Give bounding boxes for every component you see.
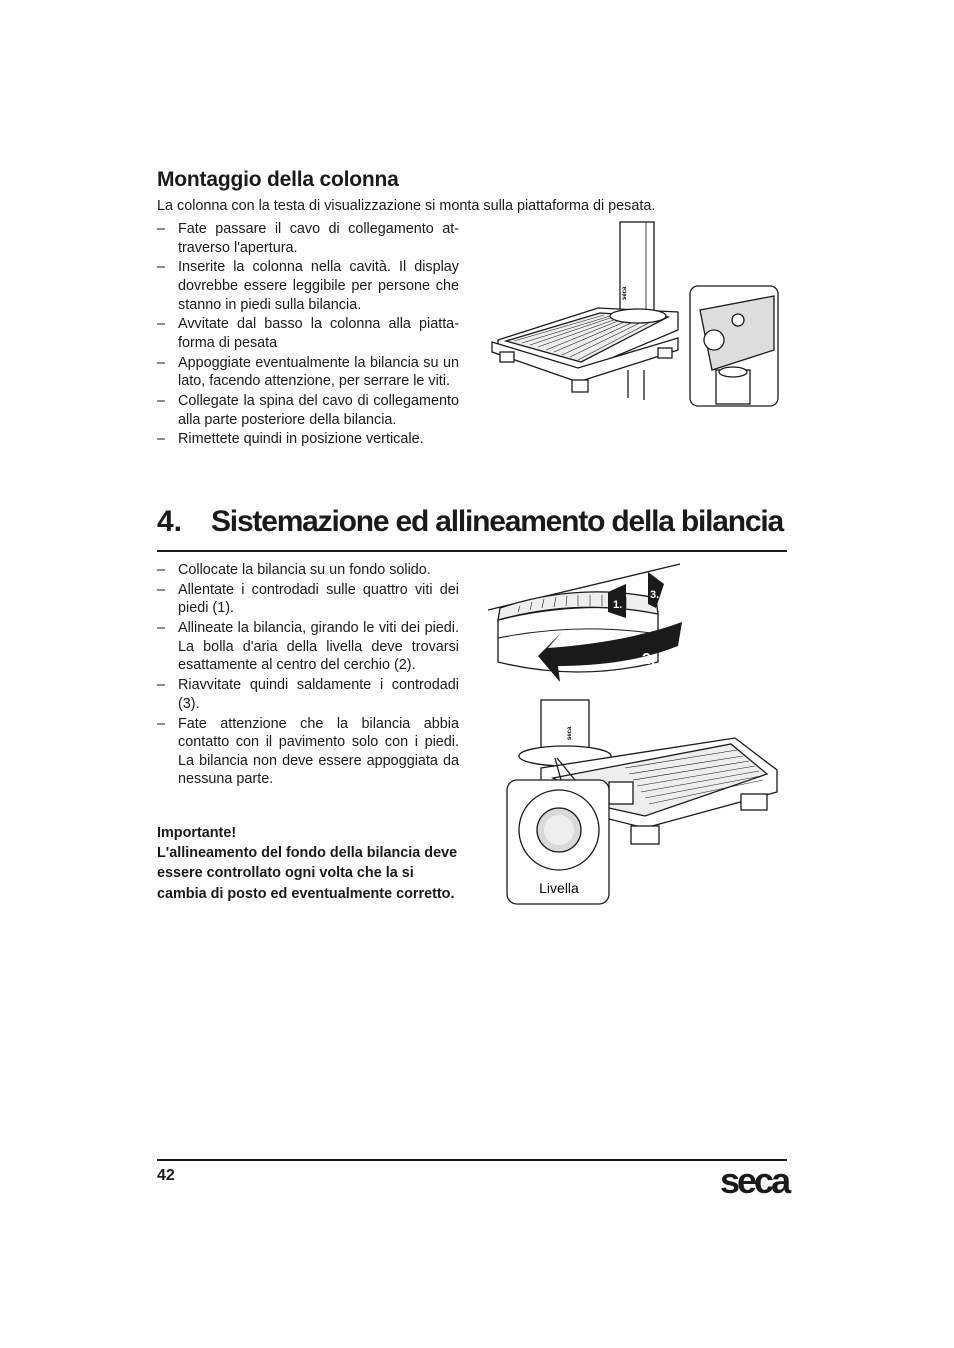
chapter-title: Sistemazione ed allineamento della bilancia [211, 505, 783, 538]
list-item: – Allineate la bilancia, girando le viti dei piedi. La bolla d'aria della livella deve trovarsi esattamente al centro del cerchio (2). [157, 619, 459, 675]
assembly-steps-list [157, 220, 459, 450]
page-number: 42 [157, 1167, 175, 1184]
list-item: – Rimettete quindi in posizione verticale. [157, 430, 459, 449]
list-item: – Riavvitate quindi saldamente i controdadi (3). [157, 676, 459, 713]
list-item: – Appoggiate eventualmente la bilancia su un lato, facendo attenzione, per serrare le viti. [157, 354, 459, 391]
list-item: – Allentate i controdadi sulle quattro viti dei piedi (1). [157, 581, 459, 618]
important-text: L'allineamento del fondo della bilancia deve essere controllato ogni volta che la si cambia di posto ed eventualmente corretto. [157, 845, 458, 902]
section-intro: La colonna con la testa di visualizzazione si monta sulla piattaforma di pesata. [157, 198, 656, 214]
chapter-number: 4. [157, 505, 183, 538]
list-item: – Fate passare il cavo di collegamento attraverso l'apertura. [157, 220, 459, 257]
column-brand: seca [567, 726, 573, 740]
list-item: – Fate attenzione che la bilancia abbia contatto con il pavimento solo con i piedi. La bilancia non deve essere appoggiata da nessuna parte. [157, 715, 459, 789]
list-item: – Inserite la colonna nella cavità. Il display dovrebbe essere leggibile per persone che stanno in piedi sulla bilancia. [157, 258, 459, 314]
foot-adjustment-illustration [488, 562, 684, 692]
step-3-label: 3. [650, 589, 660, 601]
step-1-label: 1. [613, 599, 623, 611]
seca-logo: seca [720, 1160, 789, 1201]
list-item: – Collocate la bilancia su un fondo solido. [157, 561, 459, 580]
chapter-heading [157, 505, 787, 552]
important-title: Importante! [157, 825, 237, 841]
footer-rule [157, 1159, 787, 1161]
important-note [157, 823, 459, 904]
spirit-level-illustration [505, 698, 781, 908]
level-label: Livella [539, 880, 579, 896]
list-item: – Collegate la spina del cavo di collegamento alla parte posteriore della bilancia. [157, 392, 459, 429]
leveling-steps-list [157, 561, 459, 790]
column-assembly-illustration [488, 220, 784, 410]
section-heading-column-assembly: Montaggio della colonna [157, 168, 399, 191]
list-item: – Avvitate dal basso la colonna alla piattaforma di pesata [157, 315, 459, 352]
step-2-label: 2. [642, 651, 656, 668]
column-brand: seca [622, 286, 628, 300]
